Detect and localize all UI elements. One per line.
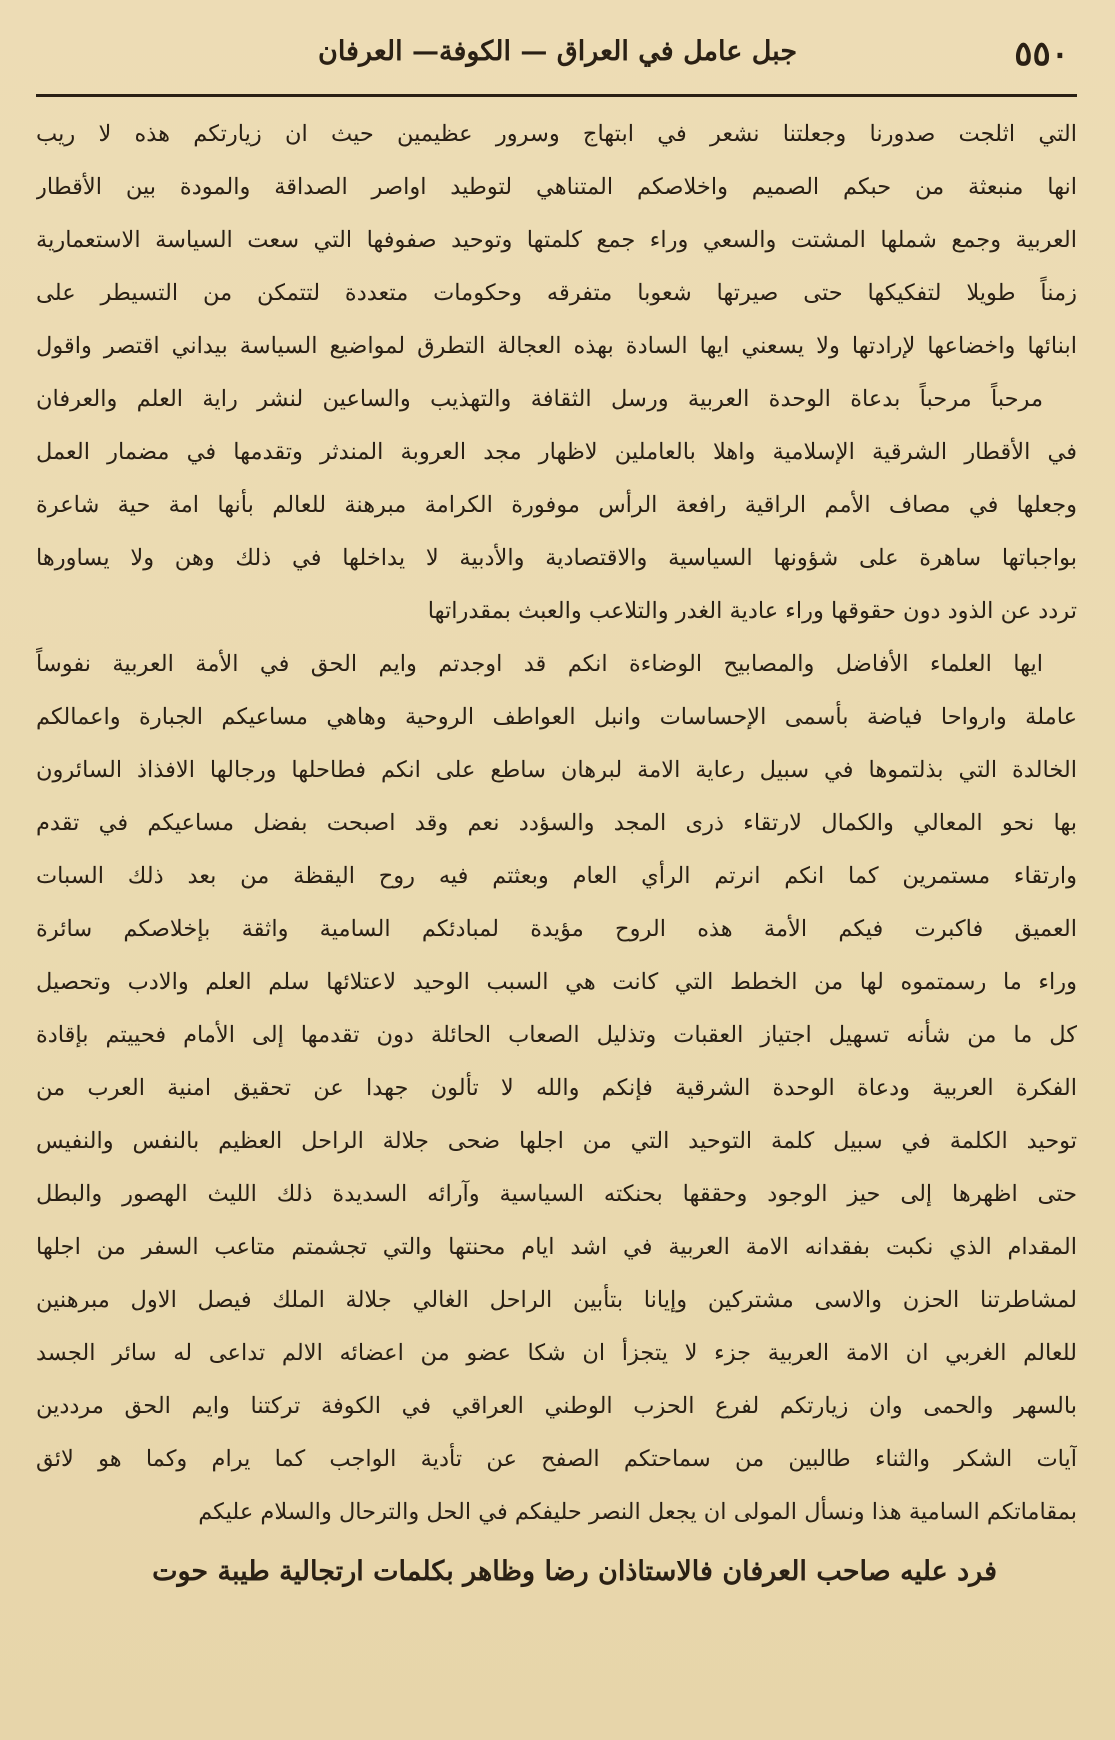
text-line: مرحباً مرحباً بدعاة الوحدة العربية ورسل الثقافة والتهذيب والساعين لنشر راية العلم والعرفان: [36, 386, 1043, 412]
body-text: [36, 108, 1077, 1598]
text-line: تردد عن الذود دون حقوقها وراء عادية الغدر والتلاعب والعبث بمقدراتها: [427, 598, 1077, 624]
text-line: حتى اظهرها إلى حيز الوجود وحققها بحنكته السياسية وآرائه السديدة ذلك الليث الهصور والبطل: [36, 1181, 1077, 1207]
text-line: عاملة وارواحا فياضة بأسمى الإحساسات وانبل العواطف الروحية وهاهي مساعيكم الجبارة واعمالكم: [36, 704, 1077, 730]
text-line: توحيد الكلمة في سبيل كلمة التوحيد التي من اجلها ضحى جلالة الراحل العظيم بالنفس والنفيس: [36, 1128, 1077, 1154]
closing-line: فرد عليه صاحب العرفان فالاستاذان رضا وظاهر بكلمات ارتجالية طيبة حوت: [152, 1556, 997, 1587]
text-line: التي اثلجت صدورنا وجعلتنا نشعر في ابتهاج وسرور عظيمين حيث ان زيارتكم هذه لا ريب: [36, 121, 1077, 147]
text-line: انها منبعثة من حبكم الصميم واخلاصكم المتناهي لتوطيد اواصر الصداقة والمودة بين الأقطار: [36, 174, 1077, 200]
text-line: بها نحو المعالي والكمال لارتقاء ذرى المجد والسؤدد نعم وقد اصبحت بفضل مساعيكم في تقدم: [36, 810, 1077, 836]
text-line: الفكرة العربية ودعاة الوحدة الشرقية فإنكم والله لا تألون جهدا عن تحقيق امنية العرب من: [36, 1075, 1077, 1101]
header-rule: [36, 94, 1077, 97]
text-line: العميق فاكبرت فيكم الأمة هذه الروح مؤيدة لمبادئكم السامية واثقة بإخلاصكم سائرة: [36, 916, 1077, 942]
page-number: ٥٥٠: [1014, 34, 1069, 74]
text-line: وجعلها في مصاف الأمم الراقية رافعة الرأس موفورة الكرامة مبرهنة للعالم بأنها امة حية شاعرة: [36, 492, 1077, 518]
text-line: العربية وجمع شملها المشتت والسعي وراء جمع كلمتها وتوحيد صفوفها التي سعت السياسة الاستعمارية: [36, 227, 1077, 253]
running-title: جبل عامل في العراق — الكوفة— العرفان: [317, 36, 798, 67]
text-line: الخالدة التي بذلتموها في سبيل رعاية الامة لبرهان ساطع على انكم فطاحلها ورجالها الافذاذ السائرون: [36, 757, 1077, 783]
text-line: ابنائها واخضاعها لإرادتها ولا يسعني ايها السادة بهذه العجالة التطرق لمواضيع السياسة بيداني اقتصر واقول: [36, 333, 1077, 359]
text-line: وراء ما رسمتموه لها من الخطط التي كانت هي السبب الوحيد لاعتلائها سلم العلم والادب وتحصيل: [36, 969, 1077, 995]
text-line: زمناً طويلا لتفكيكها حتى صيرتها شعوبا متفرقه وحكومات متعددة لتتمكن من التسيطر على: [36, 280, 1077, 306]
text-line: ايها العلماء الأفاضل والمصابيح الوضاءة انكم قد اوجدتم وايم الحق في الأمة العربية نفوساً: [36, 651, 1043, 677]
text-line: للعالم الغربي ان الامة العربية جزء لا يتجزأ ان شكا عضو من اعضائه الالم تداعى له سائر الجسد: [36, 1340, 1077, 1366]
text-line: بواجباتها ساهرة على شؤونها السياسية والاقتصادية والأدبية لا يداخلها في ذلك وهن ولا يساورها: [36, 545, 1077, 571]
text-line: بمقاماتكم السامية هذا ونسأل المولى ان يجعل النصر حليفكم في الحل والترحال والسلام عليكم: [198, 1499, 1077, 1525]
text-line: آيات الشكر والثناء طالبين من سماحتكم الصفح عن تأدية الواجب كما يرام وكما هو لائق: [36, 1446, 1077, 1472]
text-line: وارتقاء مستمرين كما انكم انرتم الرأي العام وبعثتم فيه روح اليقظة من بعد ذلك السبات: [36, 863, 1077, 889]
text-line: لمشاطرتنا الحزن والاسى مشتركين وإيانا بتأبين الراحل الغالي جلالة الملك فيصل الاول مبرهنين: [36, 1287, 1077, 1313]
text-line: كل ما من شأنه تسهيل اجتياز العقبات وتذليل الصعاب الحائلة دون تقدمها إلى الأمام فحييتم بإقادة: [36, 1022, 1077, 1048]
text-line: في الأقطار الشرقية الإسلامية واهلا بالعاملين لاظهار مجد العروبة المندثر وتقدمها في مضمار العمل: [36, 439, 1077, 465]
text-line: المقدام الذي نكبت بفقدانه الامة العربية في اشد ايام محنتها والتي تجشمتم متاعب السفر من اجلها: [36, 1234, 1077, 1260]
text-line: بالسهر والحمى وان زيارتكم لفرع الحزب الوطني العراقي في الكوفة تركتنا وايم الحق مرددين: [36, 1393, 1077, 1419]
page-header: [36, 26, 1079, 88]
